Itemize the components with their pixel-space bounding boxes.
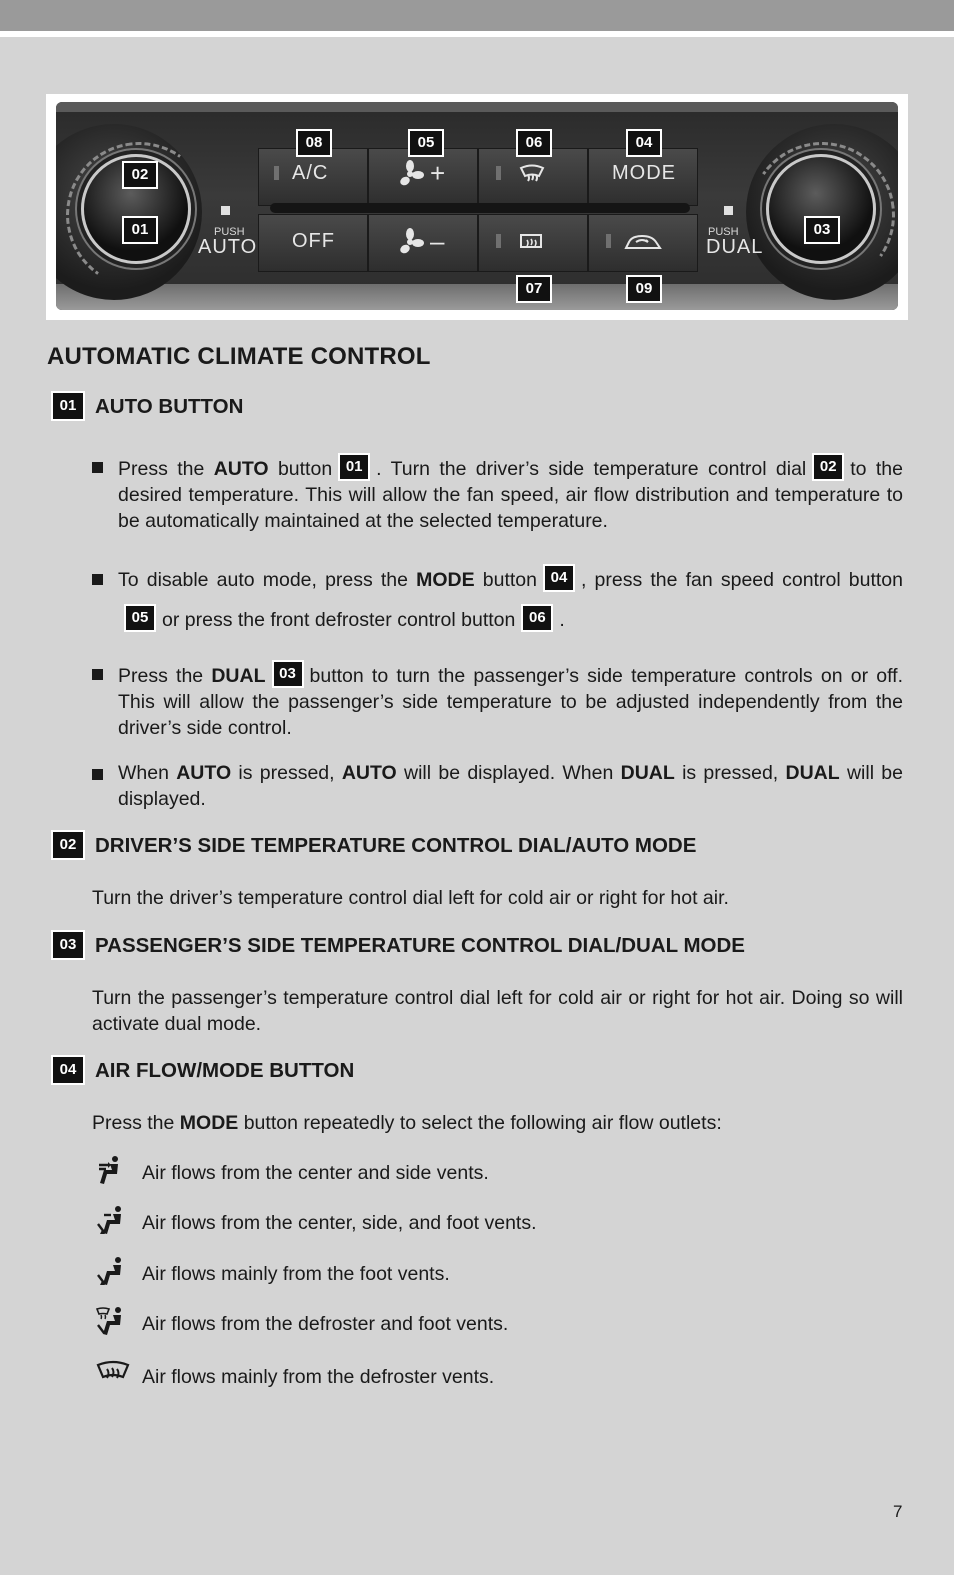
push-dual-small-label: PUSH [708, 226, 739, 238]
push-auto-small-label: PUSH [214, 226, 245, 238]
climate-panel-image [46, 94, 908, 320]
header-bar [0, 0, 954, 31]
page-number: 7 [893, 1502, 903, 1521]
callout-01: 01 [122, 216, 158, 244]
recirculation-indicator [606, 234, 611, 248]
section-badge-02: 02 [51, 830, 85, 860]
auto-label: AUTO [198, 236, 258, 258]
inline-badge-06: 06 [521, 604, 553, 632]
bullet-disable-auto: To disable auto mode, press the MODE button 04 , press the fan speed control button05 or press the front defroster control button 06 . [92, 560, 903, 640]
section-badge-03: 03 [51, 930, 85, 960]
dual-indicator [724, 206, 733, 215]
inline-badge-05: 05 [124, 604, 156, 632]
inline-badge-04: 04 [543, 564, 575, 592]
callout-06: 06 [516, 129, 552, 157]
section-title-mode-button: AIR FLOW/MODE BUTTON [95, 1059, 355, 1082]
bullet-square-icon [92, 462, 103, 473]
vent-defrost-foot-icon [96, 1307, 130, 1339]
auto-indicator [221, 206, 230, 215]
passenger-dial-description: Turn the passenger’s temperature control dial left for cold air or right for hot air. Doing so will activate dual mode. [92, 987, 903, 1035]
vent-face-foot-icon [96, 1206, 130, 1238]
ac-indicator [274, 166, 279, 180]
inline-badge-02: 02 [812, 453, 844, 481]
bullet-square-icon [92, 769, 103, 780]
front-defrost-icon [518, 164, 546, 191]
dual-label: DUAL [706, 236, 764, 258]
bullet-square-icon [92, 574, 103, 585]
section-title-driver-dial: DRIVER’S SIDE TEMPERATURE CONTROL DIAL/AUTO MODE [95, 834, 697, 857]
callout-02: 02 [122, 161, 158, 189]
bullet-display-info: When AUTO is pressed, AUTO will be displayed. When DUAL is pressed, DUAL will be displayed. [92, 760, 903, 812]
passenger-temperature-dial [766, 154, 876, 264]
callout-08: 08 [296, 129, 332, 157]
bullet-auto-press: Press the AUTO button 01 . Turn the driver’s side temperature control dial 02 to the desired temperature. This will allow the fan speed, air flow distribution and temperature to be automatically maintained at the selected temperature. [92, 453, 903, 534]
off-label: OFF [292, 230, 335, 252]
button-divider-slot [270, 203, 690, 213]
defroster-icon [96, 1360, 130, 1392]
callout-09: 09 [626, 275, 662, 303]
mode-label: MODE [612, 162, 676, 184]
fan-icon [396, 228, 424, 261]
rear-defrost-indicator [496, 234, 501, 248]
climate-panel [56, 102, 898, 310]
recirculation-icon [622, 232, 664, 259]
section-badge-04: 04 [51, 1055, 85, 1085]
rear-defrost-icon [518, 232, 544, 259]
panel-top-edge [56, 102, 898, 112]
inline-badge-01: 01 [338, 453, 370, 481]
driver-dial-description: Turn the driver’s temperature control dial left for cold air or right for hot air. [92, 887, 729, 909]
callout-03: 03 [804, 216, 840, 244]
section-badge-01: 01 [51, 391, 85, 421]
header-divider [0, 31, 954, 37]
section-title-passenger-dial: PASSENGER’S SIDE TEMPERATURE CONTROL DIAL/DUAL MODE [95, 934, 745, 957]
ac-label: A/C [292, 162, 329, 184]
vent-foot-icon [96, 1257, 130, 1289]
callout-05: 05 [408, 129, 444, 157]
section-title-auto-button: AUTO BUTTON [95, 395, 244, 418]
callout-07: 07 [516, 275, 552, 303]
fan-icon [396, 160, 424, 193]
bullet-square-icon [92, 669, 103, 680]
vent-face-icon [96, 1156, 130, 1188]
panel-rim [56, 284, 898, 310]
page-title: AUTOMATIC CLIMATE CONTROL [47, 343, 431, 370]
front-defrost-indicator [496, 166, 501, 180]
fan-plus-label: + [430, 158, 447, 188]
callout-04: 04 [626, 129, 662, 157]
fan-minus-label: – [430, 226, 446, 256]
bullet-dual-press: Press the DUAL 03 button to turn the passenger’s side temperature controls on or off. This will allow the passenger’s side temperature to be adjusted independently from the driver’s side control. [92, 660, 903, 741]
mode-intro: Press the MODE button repeatedly to select the following air flow outlets: [92, 1112, 722, 1134]
inline-badge-03: 03 [272, 660, 304, 688]
